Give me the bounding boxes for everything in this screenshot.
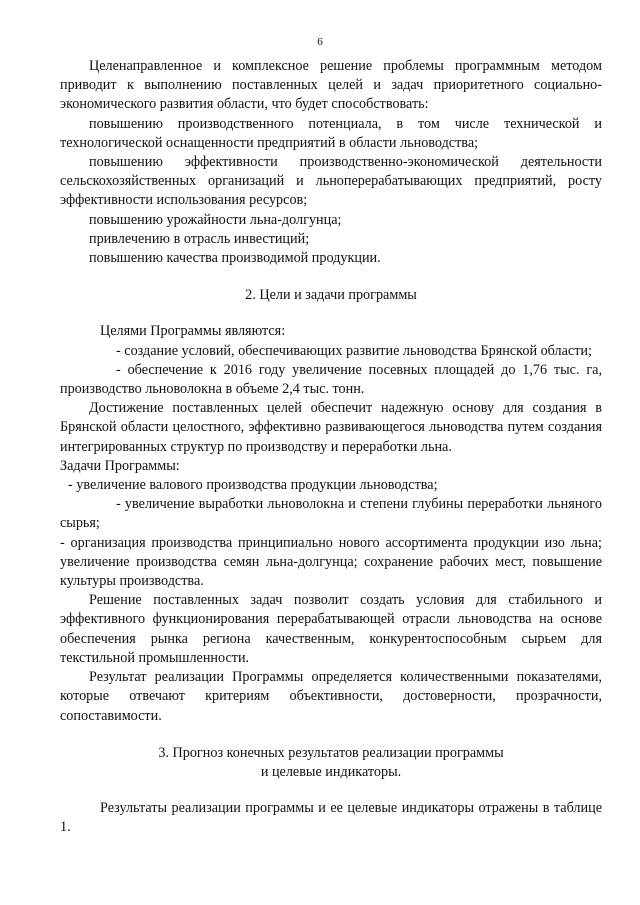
achievement-paragraph: Достижение поставленных целей обеспечит надежную основу для создания в Брянской области целостного, эффективно развивающегося льноводства путем создания интегрированных структур по производству и переработки льна.	[60, 400, 602, 455]
list1-item: повышению качества производимой продукции.	[89, 250, 381, 267]
tasks-intro: Задачи Программы:	[60, 457, 180, 474]
section-heading-3-line2: и целевые индикаторы.	[260, 763, 402, 780]
section-heading-2: 2. Цели и задачи программы	[245, 287, 417, 304]
intro-paragraph: Целенаправленное и комплексное решение проблемы программным методом приводит к выполнению поставленных целей и задач приоритетного социально-экономического развития области, что будет способствовать:	[60, 58, 602, 113]
task-item: - увеличение выработки льноволокна и степени глубины переработки льняного сырья;	[60, 496, 602, 532]
section-heading-3	[60, 744, 602, 782]
page-number: 6	[317, 36, 323, 48]
list1-item: повышению урожайности льна-долгунца;	[89, 211, 342, 228]
list1-item: повышению эффективности производственно-экономической деятельности сельскохозяйственных организаций и льноперерабатывающих предприятий, росту эффективности использования ресурсов;	[60, 154, 602, 209]
list1-item: повышению производственного потенциала, в том числе технической и технологической оснащенности предприятий в области льноводства;	[60, 115, 602, 151]
section-heading-3-line1: 3. Прогноз конечных результатов реализации программы	[158, 744, 504, 761]
task-item: - увеличение валового производства продукции льноводства;	[68, 477, 438, 494]
goals-intro: Целями Программы являются:	[100, 323, 286, 340]
document-body	[60, 57, 602, 838]
solution-paragraph: Решение поставленных задач позволит создать условия для стабильного и эффективного функционирования перерабатывающей отрасли льноводства на основе обеспечения рынка региона качественным, конкурентоспособным сырьем для текстильной промышленности.	[60, 592, 602, 666]
list1-item: привлечению в отрасль инвестиций;	[89, 230, 310, 247]
result-paragraph: Результат реализации Программы определяется количественными показателями, которые отвечают критериям объективности, достоверности, прозрачности, сопоставимости.	[60, 669, 602, 724]
goal-item: - обеспечение к 2016 году увеличение посевных площадей до 1,76 тыс. га, производство льноволокна в объеме 2,4 тыс. тонн.	[60, 361, 602, 398]
final-paragraph: Результаты реализации программы и ее целевые индикаторы отражены в таблице 1.	[60, 800, 602, 836]
task-item: - организация производства принципиально нового ассортимента продукции изо льна; увеличение производства семян льна-долгунца; сохранение рабочих мест, повышение культуры производства.	[60, 534, 602, 590]
goal-item: - создание условий, обеспечивающих развитие льноводства Брянской области;	[116, 342, 592, 359]
